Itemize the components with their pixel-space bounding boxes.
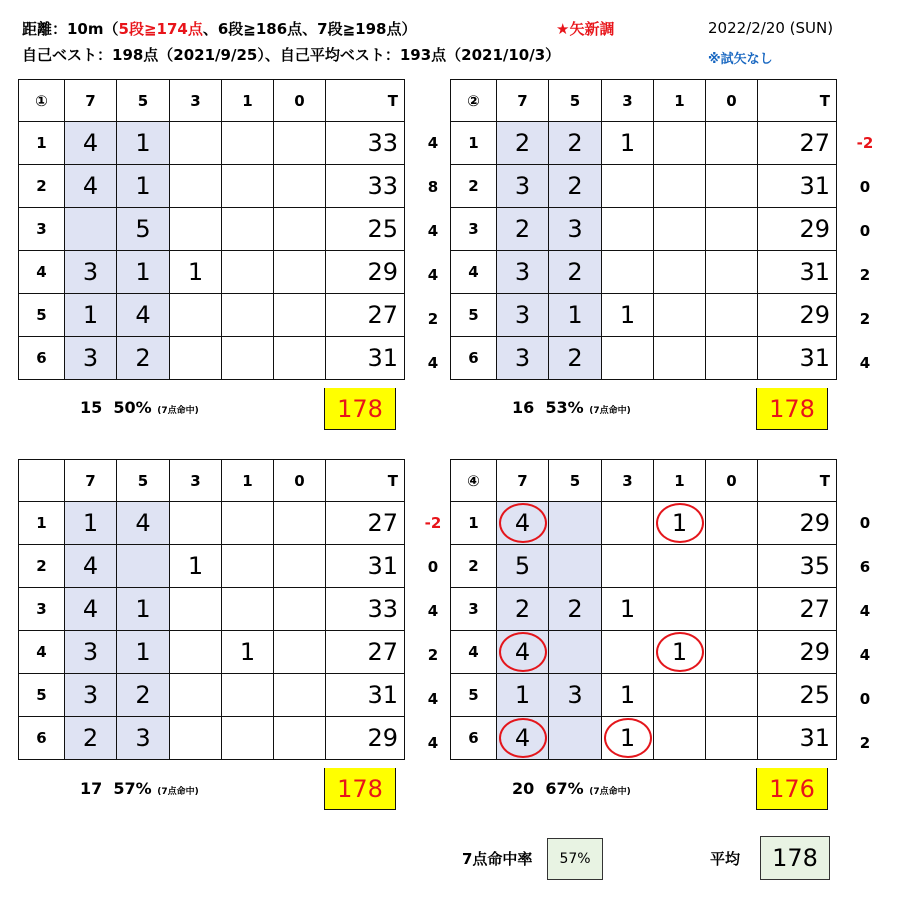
score-cell: 1 bbox=[602, 294, 654, 337]
end-total: 27 bbox=[758, 122, 837, 165]
score-cell: 1 bbox=[117, 122, 170, 165]
end-number: 1 bbox=[19, 122, 65, 165]
end-total: 31 bbox=[326, 674, 405, 717]
round-2-stat: 16 53% (7点命中) bbox=[512, 398, 631, 417]
end-diff: 4 bbox=[427, 266, 439, 284]
end-total: 31 bbox=[758, 717, 837, 760]
score-cell bbox=[65, 208, 117, 251]
column-header: 7 bbox=[65, 460, 117, 502]
score-cell bbox=[706, 545, 758, 588]
end-row bbox=[19, 122, 405, 165]
end-row bbox=[19, 588, 405, 631]
score-cell: 2 bbox=[549, 165, 602, 208]
score-cell bbox=[170, 294, 222, 337]
header-row bbox=[19, 460, 405, 502]
score-cell: 1 bbox=[222, 631, 274, 674]
end-row bbox=[451, 674, 837, 717]
end-row bbox=[19, 502, 405, 545]
score-cell bbox=[222, 502, 274, 545]
end-diff: 4 bbox=[427, 734, 439, 752]
end-number: 4 bbox=[19, 251, 65, 294]
score-cell: 3 bbox=[65, 631, 117, 674]
score-cell bbox=[654, 545, 706, 588]
score-cell bbox=[274, 208, 326, 251]
column-header: 0 bbox=[274, 460, 326, 502]
round-2-total: 178 bbox=[756, 388, 828, 430]
end-number: 5 bbox=[19, 294, 65, 337]
end-diff: 4 bbox=[427, 354, 439, 372]
end-number: 2 bbox=[19, 165, 65, 208]
end-diff: 0 bbox=[859, 690, 871, 708]
score-cell bbox=[706, 122, 758, 165]
end-diff: 4 bbox=[859, 602, 871, 620]
end-number: 3 bbox=[451, 588, 497, 631]
score-cell bbox=[274, 674, 326, 717]
score-cell bbox=[222, 545, 274, 588]
end-number: 4 bbox=[451, 251, 497, 294]
score-cell: 2 bbox=[549, 588, 602, 631]
end-total: 31 bbox=[326, 545, 405, 588]
score-cell bbox=[706, 717, 758, 760]
column-header: 5 bbox=[117, 460, 170, 502]
score-cell bbox=[222, 122, 274, 165]
score-cell: 4 bbox=[497, 502, 549, 545]
score-cell bbox=[274, 122, 326, 165]
score-cell: 1 bbox=[170, 251, 222, 294]
score-cell: 3 bbox=[117, 717, 170, 760]
column-header: T bbox=[326, 460, 405, 502]
score-cell: 4 bbox=[497, 717, 549, 760]
score-cell: 4 bbox=[117, 294, 170, 337]
end-total: 33 bbox=[326, 165, 405, 208]
round-4-total: 176 bbox=[756, 768, 828, 810]
end-number: 4 bbox=[19, 631, 65, 674]
end-number: 2 bbox=[451, 165, 497, 208]
score-cell: 2 bbox=[497, 122, 549, 165]
score-cell bbox=[706, 674, 758, 717]
score-cell bbox=[706, 165, 758, 208]
average-label: 平均 bbox=[710, 850, 741, 868]
note-text: ※試矢なし bbox=[708, 52, 773, 67]
score-cell: 3 bbox=[497, 337, 549, 380]
end-number: 2 bbox=[451, 545, 497, 588]
score-cell: 2 bbox=[65, 717, 117, 760]
round-1-total: 178 bbox=[324, 388, 396, 430]
end-total: 27 bbox=[326, 631, 405, 674]
score-cell bbox=[222, 588, 274, 631]
score-cell bbox=[654, 165, 706, 208]
end-number: 1 bbox=[19, 502, 65, 545]
end-number: 1 bbox=[451, 122, 497, 165]
end-number: 3 bbox=[451, 208, 497, 251]
score-cell: 1 bbox=[654, 631, 706, 674]
score-cell bbox=[706, 208, 758, 251]
score-cell bbox=[706, 502, 758, 545]
end-row bbox=[19, 545, 405, 588]
score-cell: 1 bbox=[497, 674, 549, 717]
column-header: 1 bbox=[654, 460, 706, 502]
end-row bbox=[19, 674, 405, 717]
round-3-stat: 17 57% (7点命中) bbox=[80, 779, 199, 798]
end-total: 29 bbox=[326, 251, 405, 294]
end-row bbox=[19, 294, 405, 337]
end-total: 25 bbox=[326, 208, 405, 251]
column-header: 1 bbox=[654, 80, 706, 122]
score-cell: 3 bbox=[65, 337, 117, 380]
end-diff: 2 bbox=[859, 266, 871, 284]
end-total: 29 bbox=[758, 208, 837, 251]
end-total: 31 bbox=[758, 165, 837, 208]
end-total: 29 bbox=[326, 717, 405, 760]
score-cell: 2 bbox=[497, 588, 549, 631]
end-diff: 4 bbox=[427, 690, 439, 708]
score-cell: 2 bbox=[117, 337, 170, 380]
end-total: 27 bbox=[326, 294, 405, 337]
score-cell bbox=[274, 588, 326, 631]
end-diff: 2 bbox=[859, 310, 871, 328]
score-cell bbox=[602, 337, 654, 380]
score-cell: 1 bbox=[602, 717, 654, 760]
end-diff: 2 bbox=[427, 310, 439, 328]
end-diff: -2 bbox=[424, 514, 442, 532]
round-label bbox=[19, 460, 65, 502]
score-cell bbox=[170, 717, 222, 760]
criteria-5dan: 5段≧174点 bbox=[118, 20, 203, 38]
score-cell: 1 bbox=[65, 502, 117, 545]
score-cell bbox=[602, 631, 654, 674]
score-cell bbox=[654, 674, 706, 717]
score-cell bbox=[654, 208, 706, 251]
end-diff: 8 bbox=[427, 178, 439, 196]
end-number: 6 bbox=[451, 717, 497, 760]
score-cell: 1 bbox=[117, 251, 170, 294]
column-header: 1 bbox=[222, 80, 274, 122]
end-total: 33 bbox=[326, 588, 405, 631]
score-cell bbox=[549, 545, 602, 588]
round-3-total: 178 bbox=[324, 768, 396, 810]
score-cell bbox=[602, 251, 654, 294]
score-cell bbox=[274, 717, 326, 760]
score-cell: 2 bbox=[549, 337, 602, 380]
column-header: 3 bbox=[602, 460, 654, 502]
end-total: 33 bbox=[326, 122, 405, 165]
score-cell bbox=[170, 122, 222, 165]
score-cell bbox=[117, 545, 170, 588]
round-2-table bbox=[450, 79, 837, 380]
end-number: 3 bbox=[19, 208, 65, 251]
end-diff: 2 bbox=[427, 646, 439, 664]
end-row bbox=[19, 165, 405, 208]
header-criteria bbox=[22, 18, 416, 39]
score-cell bbox=[549, 717, 602, 760]
end-number: 2 bbox=[19, 545, 65, 588]
score-cell bbox=[654, 251, 706, 294]
column-header: 5 bbox=[549, 460, 602, 502]
column-header: T bbox=[758, 80, 837, 122]
round-label: ② bbox=[451, 80, 497, 122]
score-cell: 1 bbox=[170, 545, 222, 588]
score-cell bbox=[602, 208, 654, 251]
score-cell: 3 bbox=[549, 674, 602, 717]
score-cell bbox=[170, 208, 222, 251]
score-cell bbox=[654, 337, 706, 380]
score-cell bbox=[274, 502, 326, 545]
score-cell: 2 bbox=[549, 122, 602, 165]
column-header: 7 bbox=[65, 80, 117, 122]
score-cell bbox=[222, 165, 274, 208]
end-total: 35 bbox=[758, 545, 837, 588]
score-cell bbox=[274, 631, 326, 674]
score-cell: 5 bbox=[117, 208, 170, 251]
score-cell: 4 bbox=[65, 165, 117, 208]
end-diff: 2 bbox=[859, 734, 871, 752]
round-4-table bbox=[450, 459, 837, 760]
score-cell bbox=[170, 631, 222, 674]
score-cell bbox=[654, 294, 706, 337]
score-cell: 1 bbox=[602, 122, 654, 165]
end-number: 4 bbox=[451, 631, 497, 674]
score-cell bbox=[274, 545, 326, 588]
end-diff: 4 bbox=[427, 602, 439, 620]
score-cell bbox=[549, 502, 602, 545]
end-row bbox=[451, 337, 837, 380]
score-cell bbox=[170, 165, 222, 208]
end-number: 6 bbox=[19, 717, 65, 760]
score-cell: 2 bbox=[117, 674, 170, 717]
score-cell bbox=[222, 717, 274, 760]
end-row bbox=[451, 165, 837, 208]
score-cell bbox=[274, 165, 326, 208]
end-total: 29 bbox=[758, 631, 837, 674]
end-total: 25 bbox=[758, 674, 837, 717]
score-cell: 1 bbox=[602, 674, 654, 717]
end-row bbox=[451, 208, 837, 251]
score-cell bbox=[602, 545, 654, 588]
score-cell: 3 bbox=[497, 165, 549, 208]
score-cell: 1 bbox=[549, 294, 602, 337]
end-row bbox=[451, 294, 837, 337]
hit-rate-value: 57% bbox=[547, 838, 603, 880]
header-row bbox=[451, 460, 837, 502]
header-row bbox=[451, 80, 837, 122]
column-header: 5 bbox=[549, 80, 602, 122]
column-header: 5 bbox=[117, 80, 170, 122]
end-row bbox=[451, 631, 837, 674]
end-number: 1 bbox=[451, 502, 497, 545]
score-cell: 1 bbox=[117, 165, 170, 208]
score-cell bbox=[274, 294, 326, 337]
end-row bbox=[451, 122, 837, 165]
end-diff: 6 bbox=[859, 558, 871, 576]
score-cell bbox=[706, 588, 758, 631]
hit-rate-label: 7点命中率 bbox=[462, 850, 533, 868]
score-cell bbox=[222, 251, 274, 294]
round-4-stat: 20 67% (7点命中) bbox=[512, 779, 631, 798]
round-label: ① bbox=[19, 80, 65, 122]
score-cell: 4 bbox=[65, 122, 117, 165]
score-cell bbox=[170, 674, 222, 717]
column-header: 0 bbox=[706, 80, 758, 122]
score-cell bbox=[170, 588, 222, 631]
end-number: 6 bbox=[451, 337, 497, 380]
score-cell: 3 bbox=[65, 674, 117, 717]
end-number: 5 bbox=[451, 294, 497, 337]
column-header: 7 bbox=[497, 80, 549, 122]
status-text: ★矢新調 bbox=[556, 20, 615, 38]
score-cell bbox=[222, 294, 274, 337]
score-cell bbox=[706, 337, 758, 380]
end-diff: 0 bbox=[859, 514, 871, 532]
end-total: 31 bbox=[758, 337, 837, 380]
header-row bbox=[19, 80, 405, 122]
end-total: 29 bbox=[758, 502, 837, 545]
end-diff: 4 bbox=[859, 354, 871, 372]
score-cell bbox=[170, 502, 222, 545]
end-row bbox=[19, 251, 405, 294]
score-cell bbox=[222, 674, 274, 717]
end-number: 5 bbox=[451, 674, 497, 717]
column-header: T bbox=[326, 80, 405, 122]
end-total: 31 bbox=[326, 337, 405, 380]
end-diff: 4 bbox=[427, 222, 439, 240]
score-cell: 1 bbox=[65, 294, 117, 337]
end-total: 27 bbox=[758, 588, 837, 631]
score-cell bbox=[274, 337, 326, 380]
score-cell bbox=[654, 717, 706, 760]
score-cell bbox=[549, 631, 602, 674]
criteria-rest: 、6段≧186点、7段≧198点） bbox=[202, 20, 417, 38]
column-header: 1 bbox=[222, 460, 274, 502]
date-text: 2022/2/20 (SUN) bbox=[708, 19, 834, 37]
end-row bbox=[19, 717, 405, 760]
end-row bbox=[451, 502, 837, 545]
end-row bbox=[451, 251, 837, 294]
distance-text: 距離：10m（ bbox=[22, 20, 119, 38]
end-row bbox=[451, 717, 837, 760]
score-cell bbox=[222, 337, 274, 380]
score-cell bbox=[602, 165, 654, 208]
score-cell bbox=[654, 588, 706, 631]
end-row bbox=[19, 337, 405, 380]
score-cell: 1 bbox=[654, 502, 706, 545]
score-cell: 4 bbox=[117, 502, 170, 545]
column-header: 3 bbox=[170, 460, 222, 502]
end-total: 27 bbox=[326, 502, 405, 545]
average-value: 178 bbox=[760, 836, 830, 880]
score-cell: 2 bbox=[497, 208, 549, 251]
column-header: 0 bbox=[274, 80, 326, 122]
end-diff: 4 bbox=[427, 134, 439, 152]
score-cell bbox=[274, 251, 326, 294]
round-1-table bbox=[18, 79, 405, 380]
score-cell: 1 bbox=[602, 588, 654, 631]
end-diff: 4 bbox=[859, 646, 871, 664]
score-cell: 5 bbox=[497, 545, 549, 588]
end-number: 6 bbox=[19, 337, 65, 380]
end-diff: 0 bbox=[427, 558, 439, 576]
score-cell: 1 bbox=[117, 588, 170, 631]
column-header: 7 bbox=[497, 460, 549, 502]
column-header: 0 bbox=[706, 460, 758, 502]
end-total: 31 bbox=[758, 251, 837, 294]
round-1-stat: 15 50% (7点命中) bbox=[80, 398, 199, 417]
score-cell bbox=[706, 251, 758, 294]
round-label: ④ bbox=[451, 460, 497, 502]
score-cell bbox=[706, 631, 758, 674]
score-cell bbox=[222, 208, 274, 251]
score-cell: 3 bbox=[497, 251, 549, 294]
score-cell bbox=[706, 294, 758, 337]
score-cell: 3 bbox=[497, 294, 549, 337]
score-cell: 3 bbox=[65, 251, 117, 294]
score-cell: 2 bbox=[549, 251, 602, 294]
personal-best: 自己ベスト：198点（2021/9/25）、自己平均ベスト：193点（2021/10/3） bbox=[22, 46, 561, 64]
round-3-table bbox=[18, 459, 405, 760]
score-cell: 1 bbox=[117, 631, 170, 674]
end-row bbox=[19, 631, 405, 674]
end-total: 29 bbox=[758, 294, 837, 337]
column-header: 3 bbox=[602, 80, 654, 122]
end-diff: 0 bbox=[859, 178, 871, 196]
score-cell: 4 bbox=[497, 631, 549, 674]
end-diff: -2 bbox=[856, 134, 874, 152]
score-cell: 3 bbox=[549, 208, 602, 251]
score-cell: 4 bbox=[65, 545, 117, 588]
end-number: 5 bbox=[19, 674, 65, 717]
end-row bbox=[19, 208, 405, 251]
end-row bbox=[451, 588, 837, 631]
score-cell bbox=[170, 337, 222, 380]
end-diff: 0 bbox=[859, 222, 871, 240]
score-cell bbox=[654, 122, 706, 165]
column-header: 3 bbox=[170, 80, 222, 122]
end-number: 3 bbox=[19, 588, 65, 631]
score-cell bbox=[602, 502, 654, 545]
column-header: T bbox=[758, 460, 837, 502]
end-row bbox=[451, 545, 837, 588]
score-cell: 4 bbox=[65, 588, 117, 631]
